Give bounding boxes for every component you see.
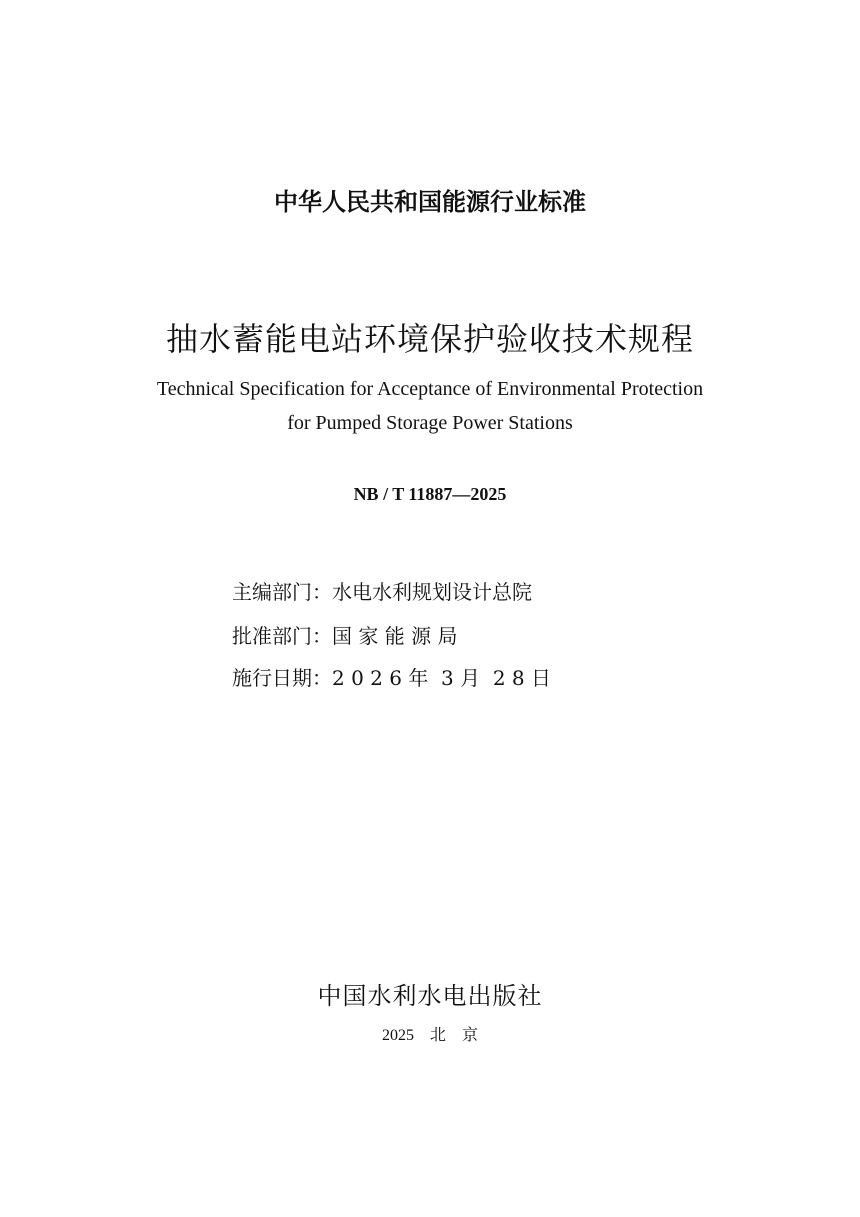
document-title-en-line-1: Technical Specification for Acceptance of Environmental Protection (156, 378, 704, 400)
imprint-city: 北 (429, 1025, 446, 1044)
approver-char: 家 (358, 624, 379, 648)
imprint-city: 京 (462, 1025, 479, 1044)
editor-department-value: 水电水利规划设计总院 (332, 580, 532, 604)
effective-date-row (232, 662, 632, 691)
publisher-name: 中国水利水电出版社 (317, 982, 543, 1010)
effective-date-label: 施行日期： (232, 666, 332, 690)
standard-number: NB / T 11887—2025 (353, 484, 507, 504)
editor-department-row (232, 576, 632, 605)
document-title-en-line-2: for Pumped Storage Power Stations (287, 412, 573, 434)
industry-standard-heading: 中华人民共和国能源行业标准 (274, 188, 586, 216)
approver-char: 局 (437, 624, 458, 648)
imprint-year: 2025 (381, 1027, 414, 1044)
approving-department-label: 批准部门： (232, 624, 332, 648)
imprint-line (0, 1022, 860, 1045)
effective-date-value: 2 0 2 6 年 3 月 2 8 日 (332, 666, 552, 690)
approver-char: 能 (384, 624, 405, 648)
approver-char: 国 (332, 624, 352, 648)
document-title-zh: 抽水蓄能电站环境保护验收技术规程 (165, 320, 694, 358)
approving-department-row (232, 620, 632, 649)
editor-department-label: 主编部门： (232, 580, 332, 604)
approving-department-value (332, 620, 546, 649)
approver-char: 源 (411, 624, 432, 648)
